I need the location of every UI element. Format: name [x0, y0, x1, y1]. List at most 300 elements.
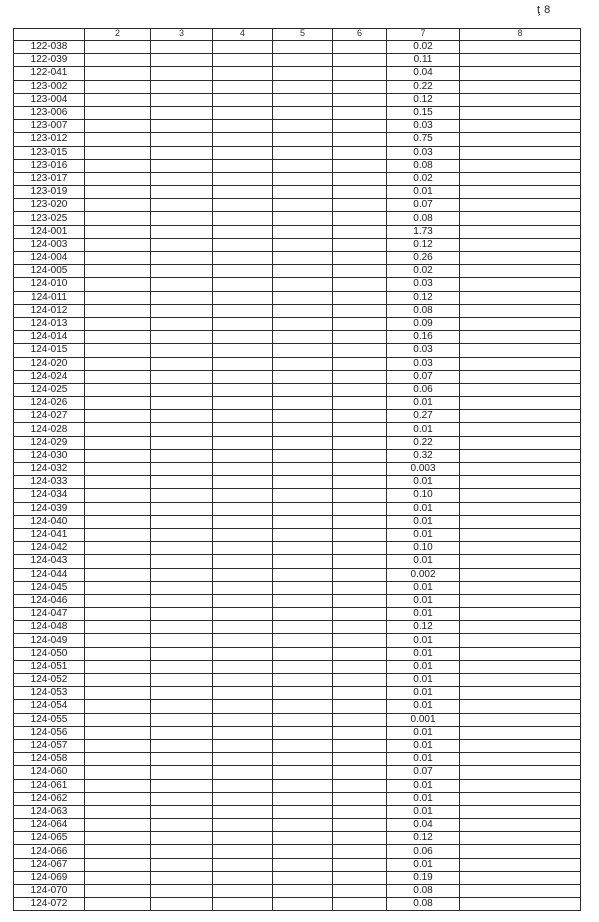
row-value-cell: 0.32 [387, 449, 460, 462]
empty-cell-col-2 [85, 542, 151, 555]
empty-cell-col-4 [213, 265, 273, 278]
empty-cell-col-4 [213, 186, 273, 199]
row-code-cell: 124-070 [14, 885, 85, 898]
empty-cell-col-3 [151, 898, 213, 911]
row-code-cell: 124-011 [14, 291, 85, 304]
row-value-cell: 0.03 [387, 278, 460, 291]
row-code-cell: 124-005 [14, 265, 85, 278]
empty-cell-col-5 [273, 515, 333, 528]
row-code-cell: 123-025 [14, 212, 85, 225]
empty-cell-col-2 [85, 80, 151, 93]
row-code-cell: 123-017 [14, 172, 85, 185]
empty-cell-col-4 [213, 594, 273, 607]
empty-cell-col-5 [273, 568, 333, 581]
empty-cell-col-2 [85, 67, 151, 80]
table-row [14, 67, 581, 80]
row-value-cell: 0.03 [387, 357, 460, 370]
row-value-cell: 0.002 [387, 568, 460, 581]
empty-cell-col-4 [213, 898, 273, 911]
row-value-cell: 0.01 [387, 515, 460, 528]
table-row [14, 779, 581, 792]
row-value-cell: 0.22 [387, 80, 460, 93]
empty-cell-col-5 [273, 67, 333, 80]
row-code-cell: 124-047 [14, 608, 85, 621]
empty-cell-col-6 [333, 528, 387, 541]
empty-cell-col-6 [333, 739, 387, 752]
empty-cell-col-6 [333, 449, 387, 462]
empty-cell-col-5 [273, 463, 333, 476]
empty-cell-col-8 [460, 528, 581, 541]
empty-cell-col-3 [151, 674, 213, 687]
row-value-cell: 0.22 [387, 436, 460, 449]
empty-cell-col-5 [273, 304, 333, 317]
empty-cell-col-8 [460, 713, 581, 726]
empty-cell-col-6 [333, 357, 387, 370]
empty-cell-col-4 [213, 397, 273, 410]
row-value-cell: 0.01 [387, 502, 460, 515]
table-row [14, 726, 581, 739]
empty-cell-col-3 [151, 885, 213, 898]
empty-cell-col-4 [213, 476, 273, 489]
empty-cell-col-4 [213, 331, 273, 344]
row-code-cell: 124-055 [14, 713, 85, 726]
row-value-cell: 0.15 [387, 106, 460, 119]
table-row [14, 528, 581, 541]
empty-cell-col-6 [333, 93, 387, 106]
empty-cell-col-8 [460, 726, 581, 739]
table-row [14, 93, 581, 106]
empty-cell-col-5 [273, 80, 333, 93]
row-code-cell: 124-067 [14, 858, 85, 871]
empty-cell-col-6 [333, 133, 387, 146]
table-row [14, 858, 581, 871]
empty-cell-col-4 [213, 291, 273, 304]
empty-cell-col-5 [273, 845, 333, 858]
empty-cell-col-5 [273, 792, 333, 805]
empty-cell-col-6 [333, 660, 387, 673]
empty-cell-col-6 [333, 885, 387, 898]
row-code-cell: 122-038 [14, 41, 85, 54]
header-col-8: 8 [460, 29, 581, 41]
row-code-cell: 124-026 [14, 397, 85, 410]
empty-cell-col-3 [151, 106, 213, 119]
row-code-cell: 124-041 [14, 528, 85, 541]
empty-cell-col-4 [213, 819, 273, 832]
empty-cell-col-2 [85, 674, 151, 687]
empty-cell-col-6 [333, 792, 387, 805]
empty-cell-col-8 [460, 555, 581, 568]
table-row [14, 568, 581, 581]
empty-cell-col-2 [85, 634, 151, 647]
table-row [14, 278, 581, 291]
row-code-cell: 124-030 [14, 449, 85, 462]
empty-cell-col-2 [85, 555, 151, 568]
empty-cell-col-4 [213, 410, 273, 423]
row-value-cell: 0.12 [387, 832, 460, 845]
row-code-cell: 124-032 [14, 463, 85, 476]
empty-cell-col-5 [273, 133, 333, 146]
row-value-cell: 1.73 [387, 225, 460, 238]
ledger-header [14, 29, 581, 41]
empty-cell-col-2 [85, 410, 151, 423]
empty-cell-col-6 [333, 397, 387, 410]
empty-cell-col-6 [333, 502, 387, 515]
empty-cell-col-2 [85, 252, 151, 265]
table-row [14, 410, 581, 423]
row-code-cell: 124-027 [14, 410, 85, 423]
empty-cell-col-3 [151, 489, 213, 502]
header-col-1 [14, 29, 85, 41]
row-code-cell: 124-063 [14, 805, 85, 818]
header-col-5: 5 [273, 29, 333, 41]
empty-cell-col-6 [333, 317, 387, 330]
row-code-cell: 124-044 [14, 568, 85, 581]
empty-cell-col-8 [460, 199, 581, 212]
row-value-cell: 0.01 [387, 674, 460, 687]
empty-cell-col-5 [273, 528, 333, 541]
empty-cell-col-6 [333, 172, 387, 185]
empty-cell-col-8 [460, 766, 581, 779]
empty-cell-col-5 [273, 317, 333, 330]
empty-cell-col-4 [213, 199, 273, 212]
empty-cell-col-8 [460, 436, 581, 449]
empty-cell-col-2 [85, 212, 151, 225]
empty-cell-col-4 [213, 845, 273, 858]
row-value-cell: 0.01 [387, 739, 460, 752]
empty-cell-col-3 [151, 502, 213, 515]
empty-cell-col-6 [333, 463, 387, 476]
table-row [14, 898, 581, 911]
row-value-cell: 0.01 [387, 753, 460, 766]
table-row [14, 436, 581, 449]
table-row [14, 80, 581, 93]
row-code-cell: 124-034 [14, 489, 85, 502]
empty-cell-col-3 [151, 265, 213, 278]
empty-cell-col-3 [151, 238, 213, 251]
empty-cell-col-4 [213, 515, 273, 528]
empty-cell-col-3 [151, 67, 213, 80]
empty-cell-col-8 [460, 317, 581, 330]
row-value-cell: 0.01 [387, 634, 460, 647]
empty-cell-col-2 [85, 568, 151, 581]
empty-cell-col-3 [151, 172, 213, 185]
empty-cell-col-6 [333, 476, 387, 489]
empty-cell-col-5 [273, 555, 333, 568]
empty-cell-col-5 [273, 542, 333, 555]
empty-cell-col-3 [151, 133, 213, 146]
empty-cell-col-4 [213, 621, 273, 634]
row-value-cell: 0.12 [387, 93, 460, 106]
empty-cell-col-2 [85, 581, 151, 594]
empty-cell-col-2 [85, 436, 151, 449]
table-row [14, 186, 581, 199]
empty-cell-col-6 [333, 634, 387, 647]
empty-cell-col-6 [333, 291, 387, 304]
empty-cell-col-5 [273, 212, 333, 225]
empty-cell-col-4 [213, 436, 273, 449]
empty-cell-col-3 [151, 225, 213, 238]
empty-cell-col-8 [460, 93, 581, 106]
empty-cell-col-4 [213, 634, 273, 647]
empty-cell-col-2 [85, 370, 151, 383]
empty-cell-col-5 [273, 172, 333, 185]
empty-cell-col-6 [333, 238, 387, 251]
row-value-cell: 0.01 [387, 687, 460, 700]
row-code-cell: 124-046 [14, 594, 85, 607]
table-row [14, 238, 581, 251]
row-value-cell: 0.12 [387, 621, 460, 634]
empty-cell-col-5 [273, 344, 333, 357]
empty-cell-col-8 [460, 410, 581, 423]
empty-cell-col-2 [85, 423, 151, 436]
row-value-cell: 0.08 [387, 159, 460, 172]
empty-cell-col-4 [213, 805, 273, 818]
empty-cell-col-6 [333, 489, 387, 502]
empty-cell-col-3 [151, 713, 213, 726]
table-row [14, 515, 581, 528]
empty-cell-col-2 [85, 463, 151, 476]
empty-cell-col-3 [151, 805, 213, 818]
empty-cell-col-8 [460, 621, 581, 634]
row-value-cell: 0.01 [387, 476, 460, 489]
empty-cell-col-2 [85, 383, 151, 396]
empty-cell-col-4 [213, 608, 273, 621]
empty-cell-col-4 [213, 739, 273, 752]
row-value-cell: 0.04 [387, 67, 460, 80]
row-value-cell: 0.01 [387, 528, 460, 541]
row-code-cell: 124-029 [14, 436, 85, 449]
empty-cell-col-6 [333, 621, 387, 634]
row-code-cell: 123-007 [14, 120, 85, 133]
empty-cell-col-3 [151, 832, 213, 845]
row-code-cell: 124-065 [14, 832, 85, 845]
row-value-cell: 0.08 [387, 212, 460, 225]
empty-cell-col-6 [333, 146, 387, 159]
empty-cell-col-2 [85, 54, 151, 67]
table-row [14, 660, 581, 673]
empty-cell-col-4 [213, 766, 273, 779]
empty-cell-col-4 [213, 660, 273, 673]
row-code-cell: 123-015 [14, 146, 85, 159]
table-row [14, 159, 581, 172]
empty-cell-col-2 [85, 845, 151, 858]
empty-cell-col-8 [460, 739, 581, 752]
table-row [14, 291, 581, 304]
row-value-cell: 0.09 [387, 317, 460, 330]
empty-cell-col-8 [460, 608, 581, 621]
empty-cell-col-8 [460, 779, 581, 792]
row-code-cell: 124-025 [14, 383, 85, 396]
empty-cell-col-6 [333, 410, 387, 423]
empty-cell-col-2 [85, 357, 151, 370]
empty-cell-col-4 [213, 357, 273, 370]
row-code-cell: 124-049 [14, 634, 85, 647]
empty-cell-col-4 [213, 54, 273, 67]
empty-cell-col-3 [151, 93, 213, 106]
empty-cell-col-6 [333, 608, 387, 621]
empty-cell-col-4 [213, 674, 273, 687]
table-row [14, 344, 581, 357]
empty-cell-col-2 [85, 726, 151, 739]
table-row [14, 581, 581, 594]
empty-cell-col-6 [333, 713, 387, 726]
empty-cell-col-2 [85, 172, 151, 185]
empty-cell-col-4 [213, 489, 273, 502]
row-value-cell: 0.19 [387, 871, 460, 884]
empty-cell-col-3 [151, 581, 213, 594]
empty-cell-col-4 [213, 225, 273, 238]
empty-cell-col-4 [213, 252, 273, 265]
empty-cell-col-3 [151, 647, 213, 660]
row-code-cell: 124-010 [14, 278, 85, 291]
empty-cell-col-2 [85, 238, 151, 251]
empty-cell-col-2 [85, 93, 151, 106]
empty-cell-col-6 [333, 594, 387, 607]
row-value-cell: 0.03 [387, 344, 460, 357]
table-row [14, 792, 581, 805]
empty-cell-col-4 [213, 647, 273, 660]
empty-cell-col-5 [273, 238, 333, 251]
empty-cell-col-4 [213, 383, 273, 396]
empty-cell-col-8 [460, 80, 581, 93]
row-code-cell: 124-053 [14, 687, 85, 700]
empty-cell-col-8 [460, 238, 581, 251]
table-row [14, 106, 581, 119]
row-value-cell: 0.08 [387, 885, 460, 898]
header-col-2: 2 [85, 29, 151, 41]
empty-cell-col-6 [333, 700, 387, 713]
empty-cell-col-4 [213, 753, 273, 766]
empty-cell-col-3 [151, 212, 213, 225]
empty-cell-col-8 [460, 146, 581, 159]
table-row [14, 304, 581, 317]
row-code-cell: 124-072 [14, 898, 85, 911]
empty-cell-col-2 [85, 225, 151, 238]
empty-cell-col-5 [273, 106, 333, 119]
empty-cell-col-4 [213, 212, 273, 225]
table-row [14, 594, 581, 607]
empty-cell-col-3 [151, 792, 213, 805]
empty-cell-col-6 [333, 54, 387, 67]
empty-cell-col-5 [273, 819, 333, 832]
table-row [14, 317, 581, 330]
empty-cell-col-5 [273, 159, 333, 172]
empty-cell-col-3 [151, 397, 213, 410]
empty-cell-col-6 [333, 805, 387, 818]
row-value-cell: 0.03 [387, 146, 460, 159]
table-row [14, 647, 581, 660]
empty-cell-col-6 [333, 753, 387, 766]
empty-cell-col-4 [213, 278, 273, 291]
empty-cell-col-5 [273, 753, 333, 766]
empty-cell-col-5 [273, 397, 333, 410]
empty-cell-col-5 [273, 436, 333, 449]
empty-cell-col-3 [151, 436, 213, 449]
row-code-cell: 124-001 [14, 225, 85, 238]
empty-cell-col-6 [333, 67, 387, 80]
empty-cell-col-4 [213, 871, 273, 884]
row-code-cell: 124-061 [14, 779, 85, 792]
row-value-cell: 0.07 [387, 199, 460, 212]
empty-cell-col-3 [151, 370, 213, 383]
empty-cell-col-3 [151, 146, 213, 159]
table-row [14, 265, 581, 278]
row-code-cell: 124-024 [14, 370, 85, 383]
empty-cell-col-4 [213, 502, 273, 515]
empty-cell-col-8 [460, 331, 581, 344]
empty-cell-col-3 [151, 819, 213, 832]
empty-cell-col-6 [333, 370, 387, 383]
row-value-cell: 0.01 [387, 726, 460, 739]
empty-cell-col-4 [213, 344, 273, 357]
empty-cell-col-2 [85, 278, 151, 291]
empty-cell-col-4 [213, 67, 273, 80]
empty-cell-col-3 [151, 317, 213, 330]
table-row [14, 120, 581, 133]
empty-cell-col-2 [85, 805, 151, 818]
empty-cell-col-3 [151, 700, 213, 713]
empty-cell-col-5 [273, 581, 333, 594]
row-code-cell: 124-051 [14, 660, 85, 673]
empty-cell-col-2 [85, 489, 151, 502]
empty-cell-col-2 [85, 502, 151, 515]
row-value-cell: 0.08 [387, 304, 460, 317]
empty-cell-col-6 [333, 436, 387, 449]
table-row [14, 621, 581, 634]
empty-cell-col-8 [460, 423, 581, 436]
row-code-cell: 124-028 [14, 423, 85, 436]
empty-cell-col-8 [460, 397, 581, 410]
empty-cell-col-5 [273, 898, 333, 911]
row-value-cell: 0.07 [387, 370, 460, 383]
empty-cell-col-6 [333, 845, 387, 858]
empty-cell-col-4 [213, 700, 273, 713]
empty-cell-col-3 [151, 331, 213, 344]
empty-cell-col-8 [460, 871, 581, 884]
empty-cell-col-8 [460, 858, 581, 871]
ledger-table [13, 28, 581, 911]
row-value-cell: 0.01 [387, 858, 460, 871]
empty-cell-col-8 [460, 106, 581, 119]
table-row [14, 885, 581, 898]
empty-cell-col-5 [273, 252, 333, 265]
empty-cell-col-3 [151, 594, 213, 607]
empty-cell-col-3 [151, 159, 213, 172]
empty-cell-col-4 [213, 542, 273, 555]
row-value-cell: 0.10 [387, 489, 460, 502]
row-value-cell: 0.12 [387, 238, 460, 251]
empty-cell-col-5 [273, 199, 333, 212]
empty-cell-col-6 [333, 555, 387, 568]
empty-cell-col-5 [273, 832, 333, 845]
empty-cell-col-5 [273, 370, 333, 383]
empty-cell-col-4 [213, 370, 273, 383]
row-code-cell: 124-052 [14, 674, 85, 687]
row-value-cell: 0.03 [387, 120, 460, 133]
header-col-7: 7 [387, 29, 460, 41]
row-code-cell: 124-012 [14, 304, 85, 317]
empty-cell-col-8 [460, 885, 581, 898]
empty-cell-col-2 [85, 304, 151, 317]
empty-cell-col-4 [213, 528, 273, 541]
table-row [14, 463, 581, 476]
empty-cell-col-6 [333, 858, 387, 871]
row-code-cell: 124-057 [14, 739, 85, 752]
empty-cell-col-8 [460, 542, 581, 555]
empty-cell-col-8 [460, 634, 581, 647]
empty-cell-col-6 [333, 832, 387, 845]
row-value-cell: 0.06 [387, 845, 460, 858]
